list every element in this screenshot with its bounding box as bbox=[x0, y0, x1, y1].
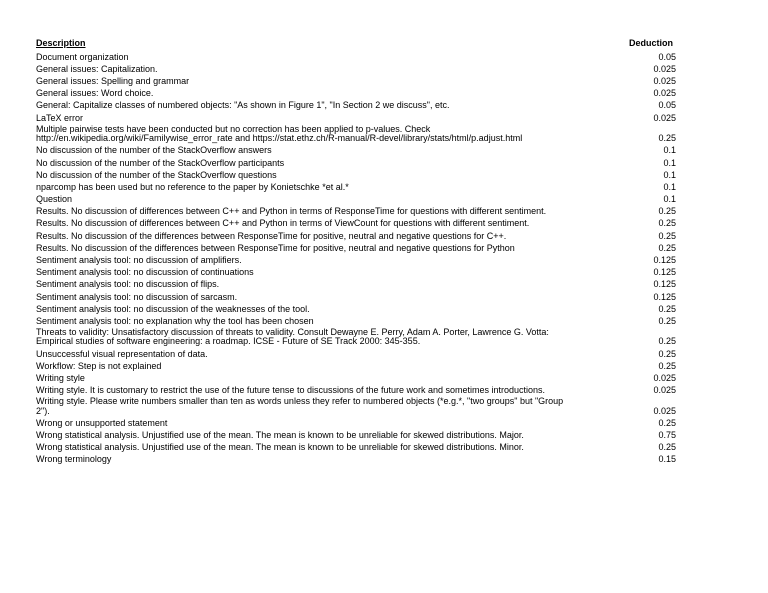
table-row bbox=[36, 50, 676, 62]
row-description: Writing style. Please write numbers smaller than ten as words unless they refer to numbered objects (*e.g.*, "two groups" but "Group 2"). bbox=[36, 397, 564, 416]
row-description: nparcomp has been used but no reference to the paper by Konietschke *et al.* bbox=[36, 182, 349, 192]
row-description: No discussion of the number of the StackOverflow answers bbox=[36, 146, 272, 156]
row-deduction: 0.125 bbox=[653, 255, 676, 265]
table-row bbox=[36, 253, 676, 265]
row-description: Wrong terminology bbox=[36, 455, 112, 465]
table-row bbox=[36, 168, 676, 180]
row-description: General issues: Spelling and grammar bbox=[36, 77, 190, 87]
row-description: Workflow: Step is not explained bbox=[36, 361, 162, 371]
row-description: LaTeX error bbox=[36, 113, 84, 123]
row-description: Sentiment analysis tool: no discussion of amplifiers. bbox=[36, 256, 242, 265]
row-deduction: 0.25 bbox=[658, 218, 676, 229]
row-description: Wrong statistical analysis. Unjustified use of the mean. The mean is known to be unreliable for skewed distributions. Major. bbox=[36, 431, 524, 441]
row-deduction: 0.05 bbox=[658, 51, 676, 62]
row-deduction: 0.125 bbox=[653, 291, 676, 302]
table-row bbox=[36, 266, 676, 278]
row-deduction: 0.25 bbox=[658, 303, 676, 314]
row-deduction: 0.25 bbox=[658, 360, 676, 371]
row-deduction: 0.05 bbox=[658, 100, 676, 111]
row-deduction: 0.15 bbox=[658, 454, 676, 465]
table-row bbox=[36, 99, 676, 111]
row-deduction: 0.025 bbox=[653, 63, 676, 74]
table-row bbox=[36, 74, 676, 86]
table-row bbox=[36, 156, 676, 168]
table-row bbox=[36, 180, 676, 192]
row-description: Question bbox=[36, 195, 73, 205]
row-description: Wrong statistical analysis. Unjustified use of the mean. The mean is known to be unreliable for skewed distributions. Minor. bbox=[36, 443, 524, 453]
table-row bbox=[36, 302, 676, 314]
table-row bbox=[36, 359, 676, 371]
table-row bbox=[36, 326, 676, 347]
table-row bbox=[36, 62, 676, 74]
row-deduction: 0.125 bbox=[653, 267, 676, 278]
row-deduction: 0.1 bbox=[663, 194, 676, 205]
row-deduction: 0.025 bbox=[653, 76, 676, 87]
table-row bbox=[36, 144, 676, 156]
table-row bbox=[36, 416, 676, 428]
table-row bbox=[36, 111, 676, 123]
row-description: Sentiment analysis tool: no discussion of flips. bbox=[36, 280, 220, 290]
table-row bbox=[36, 290, 676, 302]
table-row bbox=[36, 347, 676, 359]
row-deduction: 0.1 bbox=[663, 145, 676, 156]
row-description: General: Capitalize classes of numbered objects: "As shown in Figure 1", "In Section 2 we discuss", etc. bbox=[36, 101, 450, 111]
row-description: Threats to validity: Unsatisfactory discussion of threats to validity. Consult Dewayne E. Perry, Adam A. Porter, Lawrence G. Votta: Empirical studies of software engineering: a roadmap. ICSE - Future of SE Track 2000: 345-355. bbox=[36, 327, 549, 347]
row-deduction: 0.025 bbox=[653, 373, 676, 383]
deduction-header: Deduction bbox=[629, 38, 673, 48]
row-deduction: 0.25 bbox=[658, 442, 676, 453]
row-description: Sentiment analysis tool: no explanation why the tool has been chosen bbox=[36, 316, 314, 326]
row-description: Results. No discussion of differences between C++ and Python in terms of ViewCount for questions with different sentiment. bbox=[36, 219, 530, 229]
deduction-table bbox=[36, 38, 676, 465]
table-row bbox=[36, 396, 676, 417]
table-header bbox=[36, 38, 676, 50]
row-deduction: 0.125 bbox=[653, 279, 676, 290]
row-deduction: 0.025 bbox=[653, 385, 676, 396]
row-description: No discussion of the number of the StackOverflow participants bbox=[36, 158, 285, 168]
row-description: Results. No discussion of the differences between ResponseTime for positive, neutral and negative questions for Python bbox=[36, 243, 515, 253]
row-deduction: 0.25 bbox=[658, 230, 676, 241]
row-description: Sentiment analysis tool: no discussion of sarcasm. bbox=[36, 292, 238, 302]
table-row bbox=[36, 241, 676, 253]
table-body bbox=[36, 50, 676, 465]
table-row bbox=[36, 192, 676, 204]
table-row bbox=[36, 123, 676, 144]
table-row bbox=[36, 278, 676, 290]
row-deduction: 0.25 bbox=[658, 348, 676, 359]
table-row bbox=[36, 441, 676, 453]
row-deduction: 0.025 bbox=[653, 405, 676, 416]
row-deduction: 0.25 bbox=[658, 133, 676, 144]
row-deduction: 0.25 bbox=[658, 336, 676, 347]
row-deduction: 0.1 bbox=[663, 169, 676, 180]
row-description: Sentiment analysis tool: no discussion of continuations bbox=[36, 268, 254, 278]
row-deduction: 0.25 bbox=[658, 206, 676, 217]
row-description: Document organization bbox=[36, 52, 129, 62]
row-description: Wrong or unsupported statement bbox=[36, 418, 168, 428]
row-description: Sentiment analysis tool: no discussion of the weaknesses of the tool. bbox=[36, 304, 310, 314]
table-row bbox=[36, 384, 676, 396]
row-description: No discussion of the number of the StackOverflow questions bbox=[36, 170, 277, 180]
row-description: Writing style. It is customary to restrict the use of the future tense to discussions of the future work and sometimes introductions. bbox=[36, 386, 546, 396]
row-deduction: 0.25 bbox=[658, 315, 676, 326]
row-description: Unsuccessful visual representation of data. bbox=[36, 349, 208, 359]
table-row bbox=[36, 453, 676, 465]
row-deduction: 0.1 bbox=[663, 181, 676, 192]
table-row bbox=[36, 229, 676, 241]
row-deduction: 0.025 bbox=[653, 112, 676, 123]
row-deduction: 0.75 bbox=[658, 430, 676, 441]
table-row bbox=[36, 87, 676, 99]
row-description: Results. No discussion of differences between C++ and Python in terms of ResponseTime for questions with different sentiment. bbox=[36, 207, 547, 217]
row-description: Multiple pairwise tests have been conducted but no correction has been applied to p-values. Check http://en.wikipedia.org/wiki/Familywise_error_rate and https://stat.ethz.ch/R-manual/R-devel/library/stats/html/p.adjust.html bbox=[36, 124, 523, 144]
table-row bbox=[36, 428, 676, 440]
table-row bbox=[36, 205, 676, 217]
row-deduction: 0.25 bbox=[658, 417, 676, 428]
row-description: General issues: Word choice. bbox=[36, 89, 154, 99]
row-description: Writing style bbox=[36, 374, 85, 383]
row-deduction: 0.1 bbox=[663, 157, 676, 168]
row-description: General issues: Capitalization. bbox=[36, 64, 158, 74]
table-row bbox=[36, 371, 676, 383]
description-header: Description bbox=[36, 38, 86, 48]
row-description: Results. No discussion of the differences between ResponseTime for positive, neutral and negative questions for C++. bbox=[36, 231, 507, 241]
row-deduction: 0.025 bbox=[653, 88, 676, 99]
row-deduction: 0.25 bbox=[658, 242, 676, 253]
table-row bbox=[36, 314, 676, 326]
table-row bbox=[36, 217, 676, 229]
